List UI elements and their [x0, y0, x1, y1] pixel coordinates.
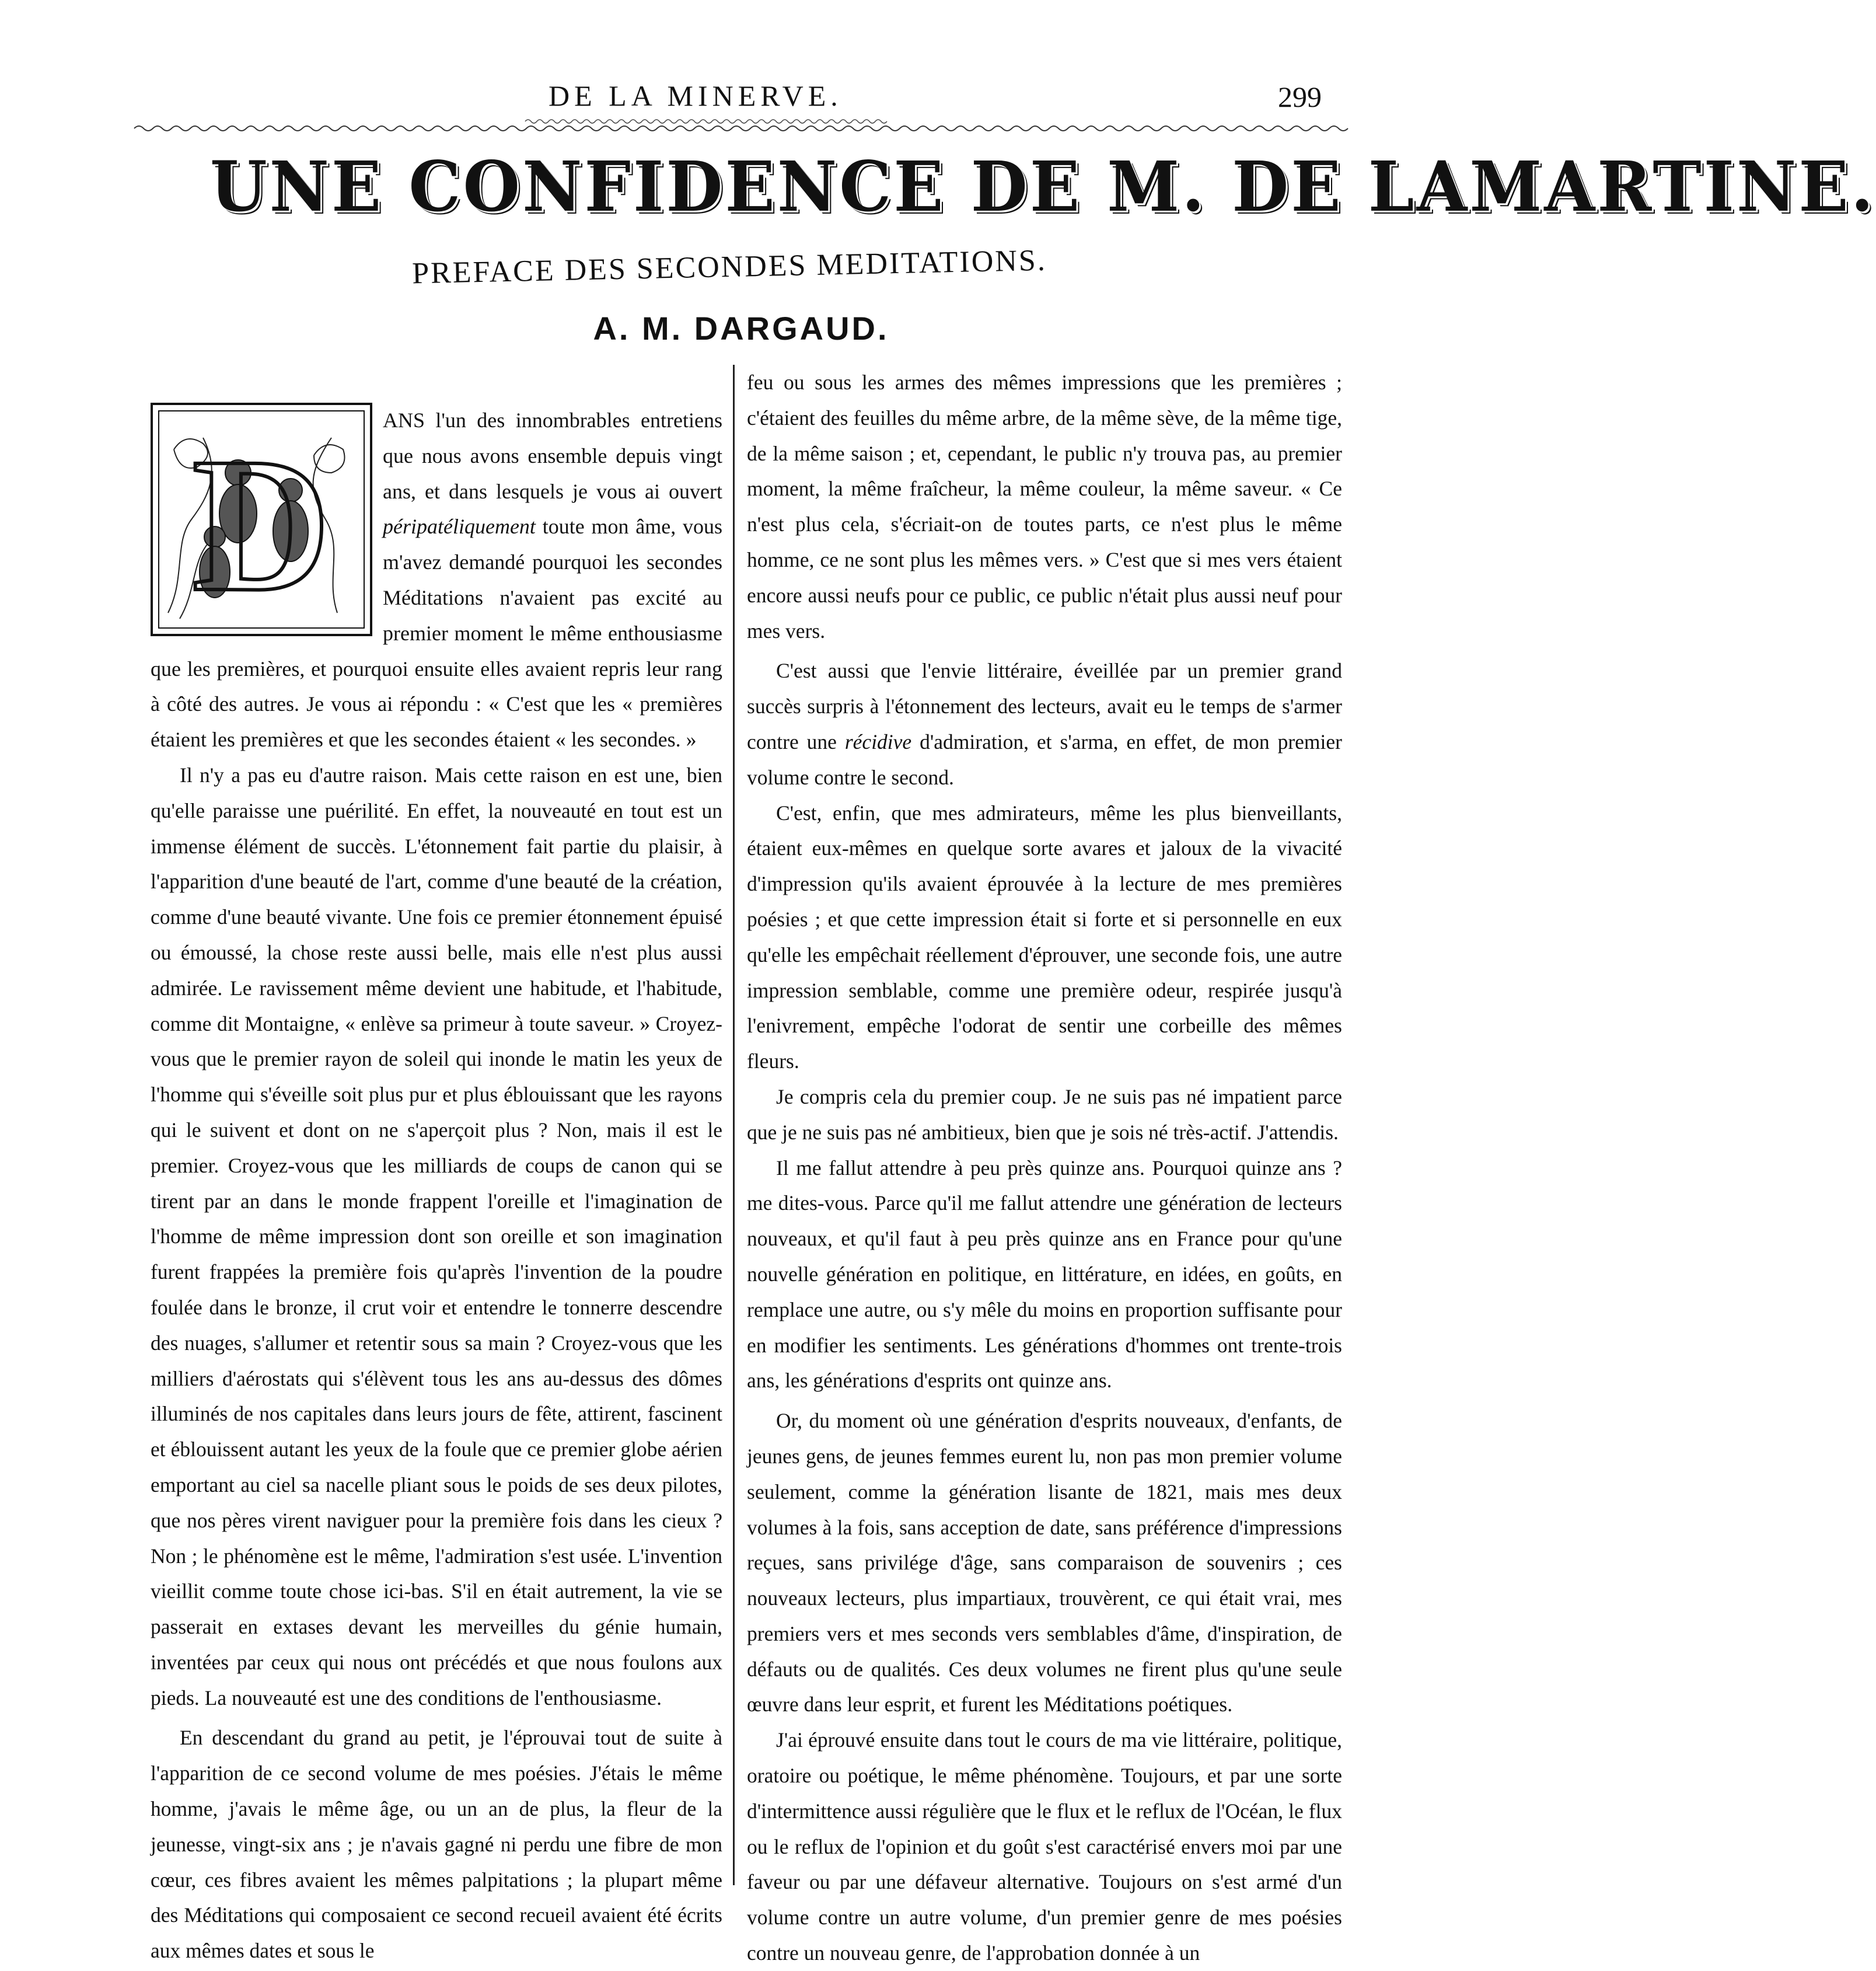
right-paragraph-3: C'est, enfin, que mes admirateurs, même les plus bienveillants, étaient eux-mêmes en quelque sorte avares et jaloux de la vivacité d'impression qu'ils avaient éprouvée à la lecture de mes premières poésies ; et que cette impression était si forte et si personnelle en eux qu'elle les empêchait réellement d'éprouver, une seconde fois, une autre impression semblable, comme une première odeur, respirée jusqu'à l'enivrement, empêche l'odorat de sentir une corbeille des mêmes fleurs.: [747, 801, 1342, 1073]
svg-text:D: D: [191, 418, 331, 632]
running-head: DE LA MINERVE.: [549, 79, 843, 112]
left-paragraph-1-end: toute mon âme, vous m'avez demandé pourquoi les secondes Méditations n'avaient pas excité au premier moment le même enthousiasme que les premières, et pourquoi ensuite elles avaient repris leur rang à côté des autres. Je vous ai répondu : « C'est que les « premières étaient les premières et que les secondes étaient « les secondes. »: [151, 515, 722, 752]
right-paragraph-2-end: d'admiration, et s'arma, en effet, de mon premier volume contre le second.: [747, 730, 1342, 789]
right-paragraph-1: feu ou sous les armes des mêmes impressions que les premières ; c'étaient des feuilles du même arbre, de la même sève, de la même tige, de la même saison ; et, cependant, le public n'y trouva pas, au premier moment, la même fraîcheur, la même couleur, la même saveur. « Ce n'est plus cela, s'écriait-on de toutes parts, ce n'est plus le même homme, ce ne sont plus les mêmes vers. » C'est que si mes vers étaient encore aussi neufs pour ce public, ce public n'était plus aussi neuf pour mes vers.: [747, 371, 1342, 643]
title-wavy-rule: [134, 121, 1348, 135]
article-subtitle: PREFACE DES SECONDES MEDITATIONS.: [411, 243, 1047, 291]
left-column: [151, 403, 722, 1969]
left-paragraph-2: Il n'y a pas eu d'autre raison. Mais cette raison en est une, bien qu'elle paraisse une puérilité. En effet, la nouveauté en tout est un immense élément de succès. L'étonnement fait partie du plaisir, à l'apparition d'une beauté de l'art, comme d'une beauté de la création, comme d'une beauté vivante. Une fois ce premier étonnement épuisé ou émoussé, la chose reste aussi belle, mais elle n'est plus aussi admirée. Le ravissement même devient une habitude, et l'habitude, comme dit Montaigne, « enlève sa primeur à toute saveur. » Croyez-vous que le premier rayon de soleil qui inonde le matin les yeux de l'homme qui s'éveille soit plus pur et plus éblouissant que les rayons qui le suivent et dont on ne s'aperçoit plus ? Non, mais il est le premier. Croyez-vous que les milliards de coups de canon qui se tirent par an dans le monde frappent l'oreille et l'imagination de l'homme de même impression dont son oreille et son imagination furent frappées la première fois qu'après l'invention de la poudre foulée dans le bronze, il crut voir et entendre le tonnerre descendre des nuages, s'allumer et retentir sous sa main ? Croyez-vous que les milliers d'aérostats qui s'élèvent tous les ans au-dessus des dômes illuminés de nos capitales dans leurs jours de fête, attirent, fascinent et éblouissent autant les yeux de la foule que ce premier globe aérien emportant au ciel sa nacelle pliant sous le poids de ses deux pilotes, que nos pères virent naviguer pour la première fois dans les cieux ? Non ; le phénomène est le même, l'admiration s'est usée. L'invention vieillit comme toute chose ici-bas. S'il en était autrement, la vie se passerait en extases devant les merveilles du génie humain, inventées par ceux qui nous ont précédés et que nous foulons aux pieds. La nouveauté est une des conditions de l'enthousiasme.: [151, 763, 722, 1710]
left-paragraph-1-start: ANS l'un des innombrables entretiens que nous avons ensemble depuis vingt ans, et dans lesquels je vous ai ouvert: [383, 409, 722, 503]
ornamental-dropcap: [151, 403, 372, 636]
right-paragraph-7: J'ai éprouvé ensuite dans tout le cours de ma vie littéraire, politique, oratoire ou poétique, le même phénomène. Toujours, et par une sorte d'intermittence aussi régulière que le flux et le reflux de l'Océan, le flux ou le reflux de l'opinion et du goût s'est caractérisé envers moi par une faveur ou par une défaveur alternative. Toujours on s'est armé d'un volume contre un autre volume, d'un premier genre de mes poésies contre un nouveau genre, de l'approbation donnée à un: [747, 1728, 1342, 1965]
article-title: UNE CONFIDENCE DE M. DE LAMARTINE.: [210, 146, 1876, 228]
right-paragraph-5: Il me fallut attendre à peu près quinze ans. Pourquoi quinze ans ? me dites-vous. Parce qu'il me fallut attendre une génération de lecteurs nouveaux, et qu'il faut à peu près quinze ans en France pour qu'une nouvelle génération en politique, en littérature, en idées, en goûts, en remplace une autre, ou s'y mêle du moins en proportion suffisante pour en modifier les sentiments. Les générations d'hommes ont trente-trois ans, les générations d'esprits ont quinze ans.: [747, 1156, 1342, 1393]
page-number: 299: [1278, 81, 1322, 113]
article-addressee: A. M. DARGAUD.: [593, 310, 889, 347]
right-paragraph-6: Or, du moment où une génération d'esprits nouveaux, d'enfants, de jeunes gens, de jeunes femmes eurent lu, non pas mon premier volume seulement, comme la génération lisante de 1821, mais mes deux volumes à la fois, sans acception de date, sans préférence d'impressions reçues, sans privilége d'âge, sans comparaison de souvenirs ; ces nouveaux lecteurs, plus impartiaux, trouvèrent, ce qui était vrai, mes premiers vers et mes seconds vers semblables d'âme, d'inspiration, de défauts ou de qualités. Ces deux volumes ne firent plus qu'une seule œuvre dans leur esprit, et furent les Méditations poétiques.: [747, 1409, 1342, 1717]
left-paragraph-3: En descendant du grand au petit, je l'éprouvai tout de suite à l'apparition de ce second volume de mes poésies. J'étais le même homme, j'avais le même âge, ou un an de plus, la fleur de la jeunesse, vingt-six ans ; je n'avais gagné ni perdu une fibre de mon cœur, ces fibres avaient les mêmes palpitations ; la plupart même des Méditations qui composaient ce second recueil avaient été écrits aux mêmes dates et sous le: [151, 1726, 722, 1963]
right-column: [747, 365, 1342, 1971]
right-paragraph-2-italic: récidive: [844, 730, 912, 753]
left-paragraph-1-italic: péripatéliquement: [383, 515, 536, 539]
column-divider: [733, 365, 735, 1885]
right-paragraph-2-start: C'est aussi que l'envie littéraire, éveillée par un premier grand succès surpris à l'étonnement des lecteurs, avait eu le temps de s'armer contre une: [747, 659, 1342, 753]
dropcap-illustration-icon: [151, 403, 372, 636]
right-paragraph-4: Je compris cela du premier coup. Je ne suis pas né impatient parce que je ne suis pas né ambitieux, bien que je sois né très-actif. J'attendis.: [747, 1084, 1342, 1144]
